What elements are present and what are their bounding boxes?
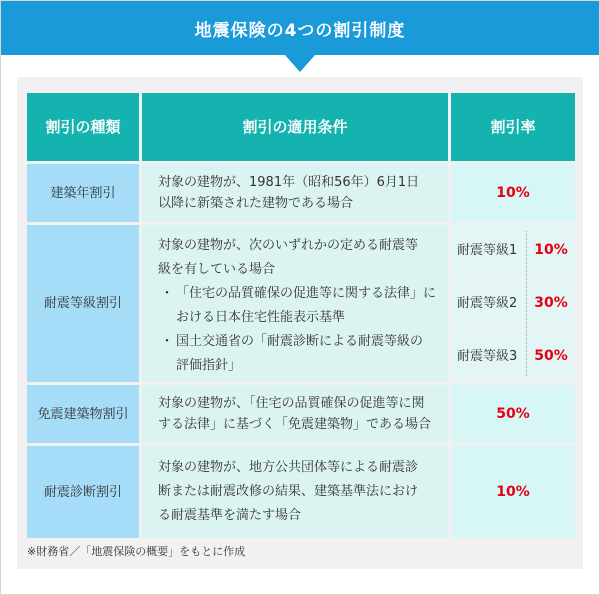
header-discount-rate: 割引率	[451, 93, 575, 161]
row-rate-seismic-diagnosis	[451, 446, 575, 538]
kind-label: 建築年割引	[50, 185, 116, 201]
row-kind-seismic-diagnosis	[27, 446, 139, 538]
condition-line: 対象の建物が、「住宅の品質確保の促進等に関	[158, 396, 425, 411]
bullet-mark: ・	[160, 334, 174, 349]
source-footnote: ※財務省／「地震保険の概要」をもとに作成	[27, 545, 246, 558]
row-kind-base-isolation	[27, 385, 139, 443]
grade-divider	[526, 231, 527, 376]
row-rate-building-year	[451, 164, 575, 222]
grade-rate-2: 30%	[527, 278, 575, 329]
row-kind-building-year	[27, 164, 139, 222]
grade-label-1: 耐震等級1	[451, 225, 527, 276]
condition-line: 対象の建物が、1981年（昭和56年）6月1日	[158, 175, 420, 190]
kind-label: 耐震等級割引	[43, 296, 122, 311]
condition-line: 級を有している場合	[158, 262, 276, 277]
kind-label: 耐震診断割引	[43, 484, 122, 500]
row-rate-base-isolation	[451, 385, 575, 443]
bullet-text: 「住宅の品質確保の促進等に関する法律」に	[176, 286, 437, 301]
row-kind-seismic-grade	[27, 225, 139, 382]
kind-label: 免震建築物割引	[37, 406, 129, 422]
condition-line: 以降に新築された建物である場合	[158, 196, 354, 211]
bullet-mark: ・	[160, 286, 174, 301]
row-condition-base-isolation	[142, 385, 448, 443]
rate-value: 10%	[496, 483, 530, 500]
grade-label-2: 耐震等級2	[451, 278, 527, 329]
condition-line: 対象の建物が、地方公共団体等による耐震診	[158, 460, 419, 475]
condition-line: る耐震基準を満たす場合	[158, 508, 302, 523]
row-condition-seismic-diagnosis	[142, 446, 448, 538]
grade-label-3: 耐震等級3	[451, 331, 527, 382]
bullet-text: 評価指針」	[176, 358, 242, 373]
page-title: 地震保険の4つの割引制度	[194, 20, 406, 41]
row-condition-seismic-grade	[142, 225, 448, 382]
rate-value: 50%	[496, 405, 530, 422]
condition-bullet	[158, 282, 438, 330]
row-condition-building-year	[142, 164, 448, 222]
condition-line: する法律」に基づく「免震建築物」である場合	[158, 417, 432, 432]
title-arrow	[285, 55, 315, 72]
grade-rate-3: 50%	[527, 331, 575, 382]
bullet-text: 国土交通省の「耐震診断による耐震等級の	[176, 334, 424, 349]
header-conditions: 割引の適用条件	[142, 93, 448, 161]
title-bar	[1, 1, 599, 55]
bullet-text: おける日本住宅性能表示基準	[176, 310, 346, 325]
condition-bullet	[158, 330, 438, 378]
header-discount-type: 割引の種類	[27, 93, 139, 161]
condition-line: 対象の建物が、次のいずれかの定める耐震等	[158, 238, 419, 253]
grade-rate-1: 10%	[527, 225, 575, 276]
rate-value: 10%	[496, 184, 530, 201]
condition-line: 断または耐震改修の結果、建築基準法におけ	[158, 484, 419, 499]
